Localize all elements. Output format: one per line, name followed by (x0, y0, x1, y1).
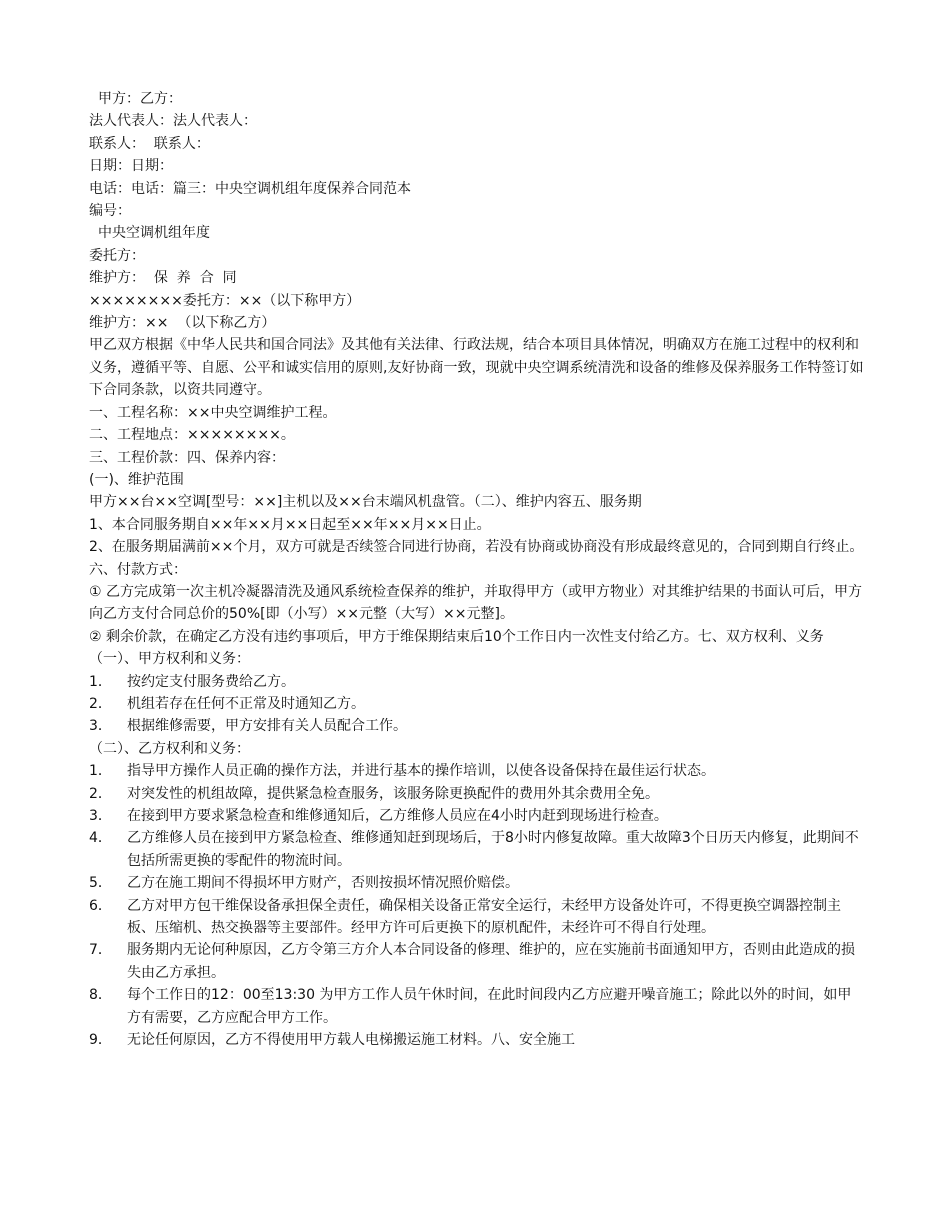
item-number: 1． (89, 763, 112, 780)
item-text: 乙方对甲方包干维保设备承担保全责任，确保相关设备正常安全运行，未经甲方设备处许可，不得更换空调器控制主板、压缩机、热交换器等主要部件。经甲方许可后更换下的原机配件，未经许可不得自行处理。 (127, 897, 841, 937)
section-project-price: 三、工程价款：四、保养内容： (89, 449, 285, 466)
representative-line: 法人代表人：法人代表人： (89, 113, 257, 130)
item-number: 8． (89, 987, 112, 1004)
party-b-item (89, 872, 864, 894)
maintainer-line: 维护方： 保 养 合 同 (89, 270, 237, 287)
item-number: 2． (89, 785, 112, 802)
item-number: 5． (89, 875, 112, 892)
item-text: 服务期内无论何种原因，乙方令第三方介人本合同设备的修理、维护的，应在实施前书面通知甲方，否则由此造成的损失由乙方承担。 (127, 942, 855, 981)
contact-line: 联系人： 联系人： (89, 135, 210, 152)
party-b-item (89, 827, 864, 872)
item-number: 3． (89, 808, 112, 824)
maintainer-detail-line: 维护方：×× （以下称乙方） (89, 315, 276, 332)
party-b-item (89, 760, 864, 782)
item-number: 2． (89, 695, 112, 712)
item-text: 无论任何原因，乙方不得使用甲方载人电梯搬运施工材料。八、安全施工 (127, 1032, 575, 1049)
payment-title: 六、付款方式： (89, 561, 187, 578)
item-number: 9． (89, 1032, 112, 1049)
item-text: 根据维修需要，甲方安排有关人员配合工作。 (127, 718, 407, 735)
party-b-item (89, 805, 864, 827)
party-b-item (89, 984, 864, 1029)
payment-item-1: ① 乙方完成第一次主机冷凝器清洗及通风系统检查保养的维护，并取得甲方（或甲方物业）对其维护结果的书面认可后，甲方向乙方支付合同总价的50%[即（小写）××元整（大写）××元整]。 (89, 583, 862, 623)
date-line: 日期：日期： (89, 158, 173, 175)
item-number: 7． (89, 942, 112, 959)
number-line: 编号： (89, 203, 131, 220)
item-text: 乙方在施工期间不得损坏甲方财产，否则按损坏情况照价赔偿。 (127, 875, 519, 892)
term-item-1: 1、本合同服务期自××年××月××日起至××年××月××日止。 (89, 516, 491, 533)
party-a-item (89, 671, 864, 693)
item-text: 机组若存在任何不正常及时通知乙方。 (127, 695, 365, 712)
scope-text: 甲方××台××空调[型号：××]主机以及××台末端风机盘管。（二）、维护内容五、服务期 (89, 494, 642, 511)
item-number: 3． (89, 718, 112, 735)
party-a-title: （一）、甲方权利和义务： (89, 651, 250, 668)
party-b-item (89, 939, 864, 984)
party-a-item (89, 693, 864, 715)
party-b-title: （二）、乙方权利和义务： (89, 740, 250, 757)
term-item-2: 2、在服务期届满前××个月，双方可就是否续签合同进行协商，若没有协商或协商没有形成最终意见的，合同到期自行终止。 (89, 539, 864, 556)
item-text: 对突发性的机组故障，提供紧急检查服务，该服务除更换配件的费用外其余费用全免。 (127, 785, 659, 802)
section-project-name: 一、工程名称：××中央空调维护工程。 (89, 404, 337, 421)
item-number: 1． (89, 673, 112, 690)
item-text: 每个工作日的12：00至13:30 为甲方工作人员午休时间，在此时间段内乙方应避开噪音施工；除此以外的时间，如甲方有需要，乙方应配合甲方工作。 (127, 987, 852, 1026)
payment-item-2: ② 剩余价款，在确定乙方没有违约事项后，甲方于维保期结束后10个工作日内一次性支付给乙方。七、双方权利、义务 (89, 628, 824, 645)
section-project-location: 二、工程地点：××××××××。 (89, 427, 295, 444)
scope-title: (一)、维护范围 (89, 471, 184, 488)
item-text: 乙方维修人员在接到甲方紧急检查、维修通知赶到现场后，于8小时内修复故障。重大故障3个日历天内修复，此期间不包括所需更换的零配件的物流时间。 (127, 830, 859, 869)
intro-paragraph: 甲乙双方根据《中华人民共和国合同法》及其他有关法律、行政法规，结合本项目具体情况，明确双方在施工过程中的权利和义务，遵循平等、自愿、公平和诚实信用的原则,友好协商一致，现就中央空调系统清洗和设备的维修及保养服务工作特签订如下合同条款，以资共同遵守。 (89, 337, 864, 399)
item-text: 按约定支付服务费给乙方。 (127, 673, 295, 690)
party-a-item (89, 715, 864, 737)
item-number: 4． (89, 830, 112, 847)
party-b-item (89, 783, 864, 805)
item-text: 在接到甲方要求紧急检查和维修通知后，乙方维修人员应在4小时内赶到现场进行检查。 (127, 808, 668, 824)
subtitle-line: 中央空调机组年度 (98, 225, 210, 242)
contract-document (89, 88, 864, 1051)
party-b-item (89, 1029, 864, 1051)
client-line: 委托方： (89, 247, 145, 264)
item-text: 指导甲方操作人员正确的操作方法，并进行基本的操作培训，以使各设备保持在最佳运行状态。 (127, 763, 715, 780)
client-detail-line: ××××××××委托方：××（以下称甲方） (89, 292, 361, 309)
party-b-item (89, 895, 864, 940)
item-number: 6． (89, 897, 112, 914)
party-line: 甲方：乙方： (98, 91, 182, 107)
phone-line: 电话：电话：篇三：中央空调机组年度保养合同范本 (89, 180, 411, 197)
